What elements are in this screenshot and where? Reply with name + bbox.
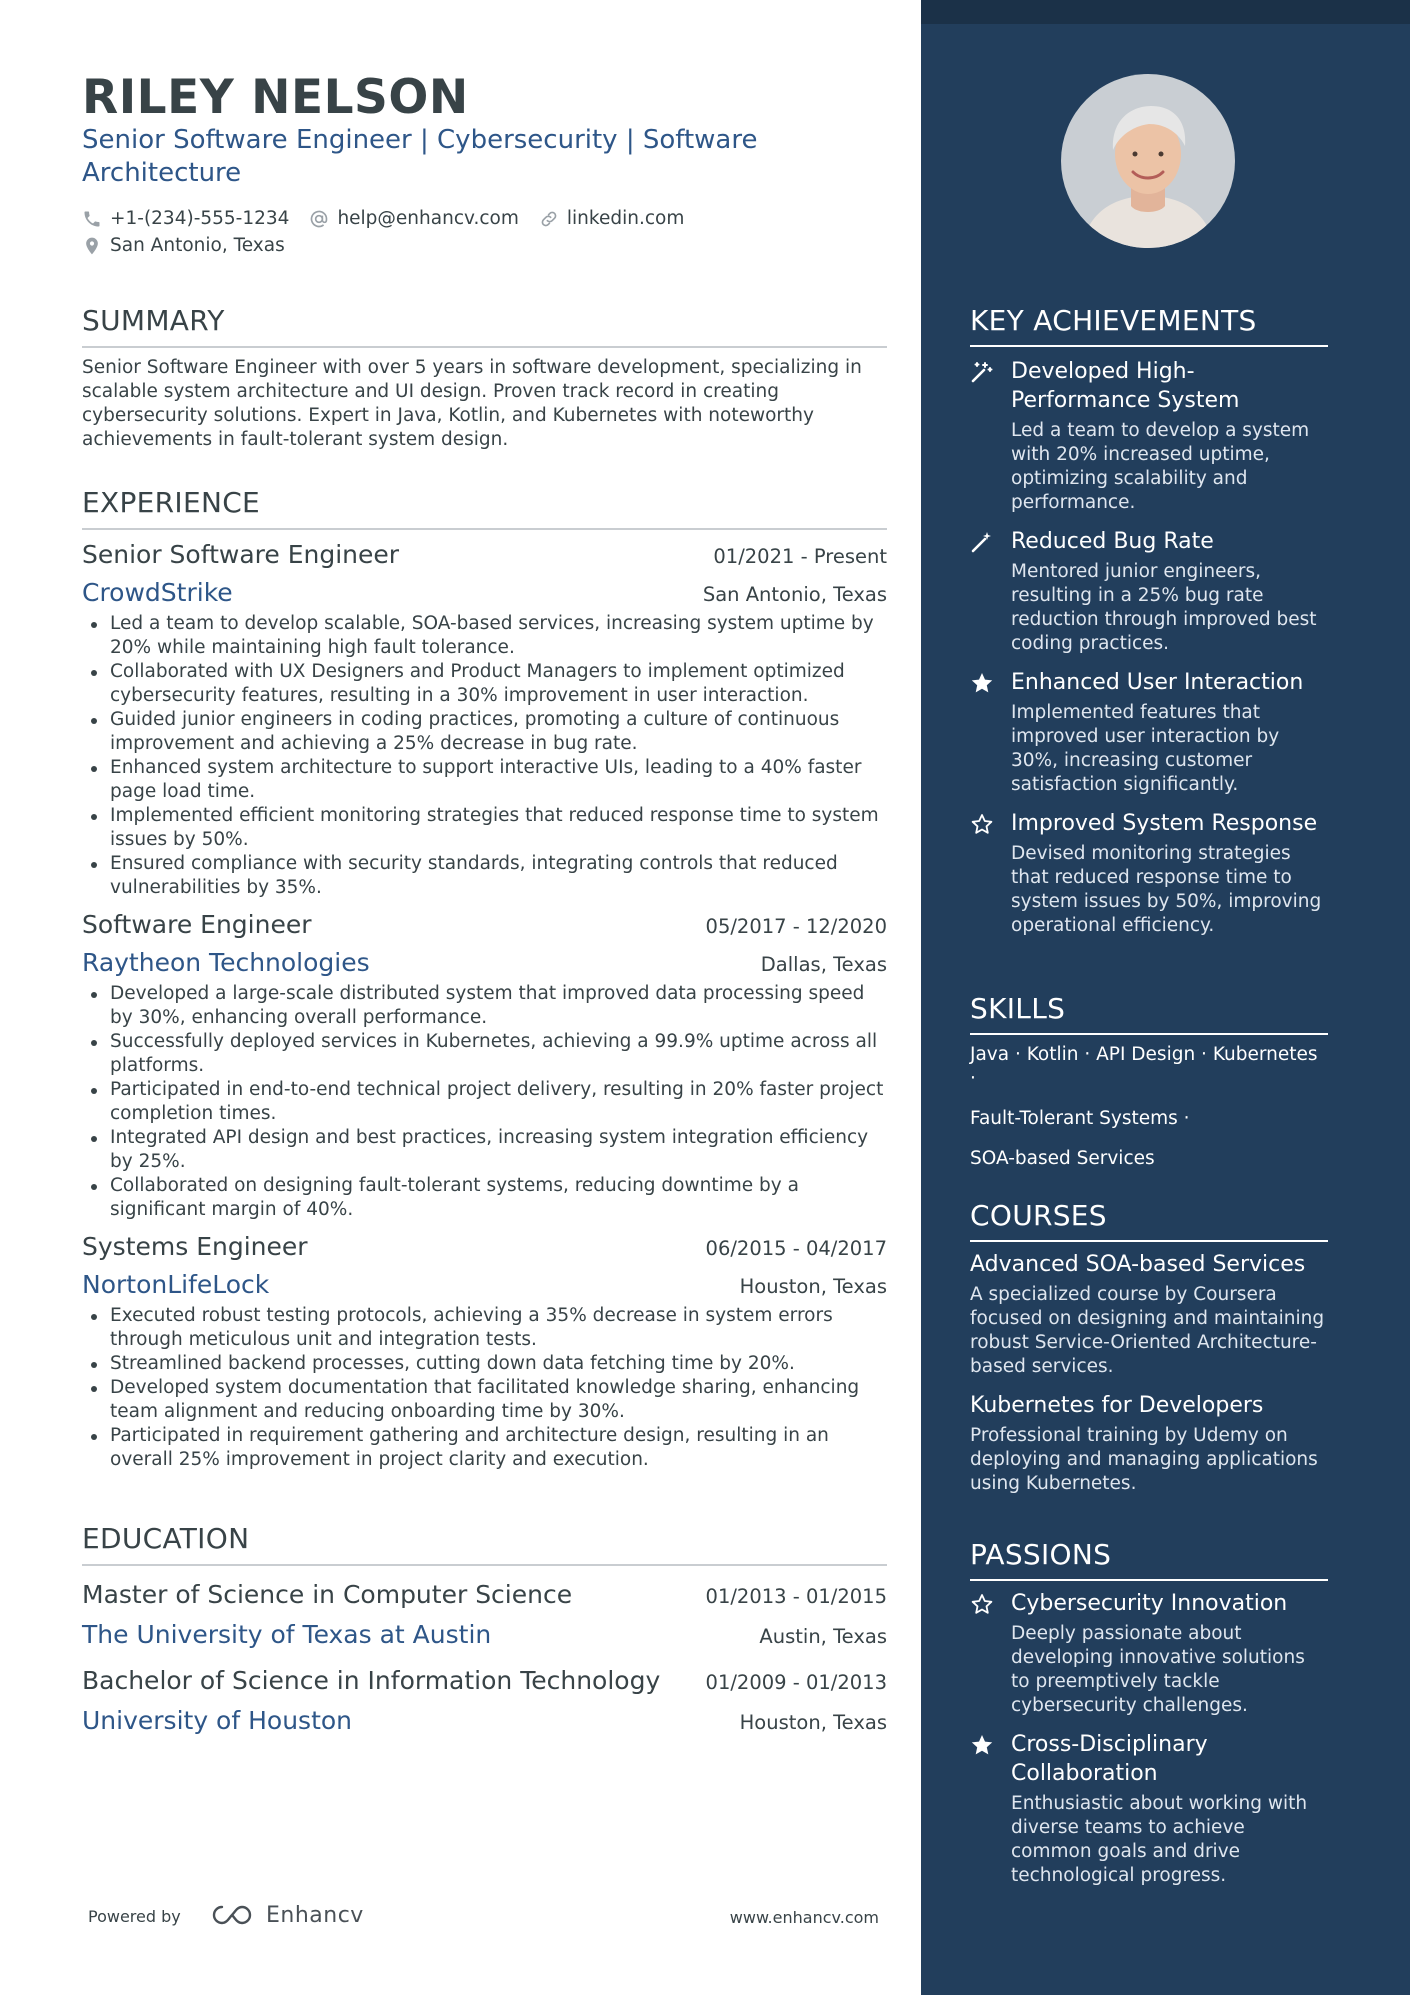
location-pin-icon [82, 236, 102, 256]
job-title: Systems Engineer [82, 1232, 308, 1261]
edu-degree: Master of Science in Computer Science [82, 1580, 573, 1609]
job-location: Dallas, Texas [760, 953, 887, 976]
bullet-item: Successfully deployed services in Kubernetes, achieving a 99.9% uptime across all platforms. [82, 1030, 887, 1078]
achievement-desc: Implemented features that improved user interaction by 30%, increasing customer satisfaction significantly. [1011, 702, 1280, 795]
passion-title: Cross-Disciplinary Collaboration [1011, 1732, 1208, 1786]
job-entry [82, 1230, 887, 1472]
job-company: Raytheon Technologies [82, 948, 370, 977]
job-dates: 06/2015 - 04/2017 [705, 1237, 887, 1260]
edu-dates: 01/2013 - 01/2015 [705, 1585, 887, 1608]
job-company: CrowdStrike [82, 578, 233, 607]
key-achievements-heading: KEY ACHIEVEMENTS [970, 304, 1328, 347]
edu-location: Austin, Texas [759, 1625, 887, 1648]
contact-phone[interactable] [82, 208, 289, 229]
achievement-title: Enhanced User Interaction [1011, 670, 1304, 695]
edu-degree: Bachelor of Science in Information Technology [82, 1666, 661, 1695]
magic-wand-icon [970, 360, 994, 384]
education-heading: EDUCATION [82, 1522, 887, 1566]
at-sign-icon [309, 209, 329, 229]
star-filled-icon [970, 1733, 994, 1757]
brand-name: Enhancv [266, 1902, 364, 1928]
skills-heading: SKILLS [970, 992, 1328, 1035]
achievement-desc: Led a team to develop a system with 20% increased uptime, optimizing scalability and performance. [1011, 420, 1310, 513]
bullet-item: Developed system documentation that facilitated knowledge sharing, enhancing team alignment and reducing onboarding time by 30%. [82, 1376, 887, 1424]
passion-item [970, 1730, 1328, 1888]
education-entry [82, 1578, 887, 1652]
footer-site-link[interactable]: www.enhancv.com [729, 1908, 879, 1927]
education-entry [82, 1664, 887, 1738]
contact-location [82, 235, 285, 256]
edu-location: Houston, Texas [739, 1711, 887, 1734]
bullet-item: Enhanced system architecture to support interactive UIs, leading to a 40% faster page load time. [82, 756, 887, 804]
job-location: San Antonio, Texas [702, 583, 887, 606]
achievement-item [970, 668, 1328, 797]
achievement-title: Improved System Response [1011, 811, 1318, 836]
powered-by-text: Powered by [88, 1907, 181, 1926]
skills-line: Fault-Tolerant Systems · [970, 1108, 1190, 1129]
edu-school: The University of Texas at Austin [82, 1620, 492, 1649]
profile-photo [1061, 74, 1235, 248]
courses-heading: COURSES [970, 1199, 1328, 1242]
achievement-title: Developed High-Performance System [1011, 359, 1240, 413]
passions-section [970, 1538, 1328, 1888]
bullet-item: Collaborated with UX Designers and Product Managers to implement optimized cybersecurity features, resulting in a 30% improvement in user interaction. [82, 660, 887, 708]
wand-sparkle-icon [970, 530, 994, 554]
passion-title: Cybersecurity Innovation [1011, 1591, 1288, 1616]
course-desc: A specialized course by Coursera focused on designing and maintaining robust Service-Oriented Architecture-based services. [970, 1284, 1325, 1377]
star-filled-icon [970, 671, 994, 695]
achievement-item [970, 357, 1328, 515]
achievement-item [970, 527, 1328, 656]
job-title: Software Engineer [82, 910, 312, 939]
achievement-title: Reduced Bug Rate [1011, 529, 1214, 554]
passions-heading: PASSIONS [970, 1538, 1328, 1581]
email-text: help@enhancv.com [337, 208, 519, 229]
bullet-item: Streamlined backend processes, cutting down data fetching time by 20%. [82, 1352, 887, 1376]
job-bullets [82, 612, 887, 900]
enhancv-logo-icon [208, 1902, 256, 1928]
course-item [970, 1391, 1328, 1496]
bullet-item: Participated in end-to-end technical project delivery, resulting in 20% faster project completion times. [82, 1078, 887, 1126]
sidebar [921, 0, 1410, 1995]
job-entry [82, 908, 887, 1222]
passion-desc: Deeply passionate about developing innovative solutions to preemptively tackle cybersecurity challenges. [1011, 1623, 1305, 1716]
passion-item [970, 1589, 1328, 1718]
job-entry [82, 538, 887, 900]
course-item [970, 1250, 1328, 1379]
course-title: Advanced SOA-based Services [970, 1252, 1306, 1277]
experience-section [82, 486, 887, 1472]
edu-school: University of Houston [82, 1706, 353, 1735]
location-text: San Antonio, Texas [110, 235, 285, 256]
sidebar-top-bar [921, 0, 1410, 24]
link-icon [539, 209, 559, 229]
edu-dates: 01/2009 - 01/2013 [705, 1671, 887, 1694]
skills-line: Java · Kotlin · API Design · Kubernetes · [970, 1044, 1318, 1089]
summary-section [82, 304, 887, 452]
job-bullets [82, 1304, 887, 1472]
website-text: linkedin.com [566, 208, 685, 229]
bullet-item: Developed a large-scale distributed system that improved data processing speed by 30%, enhancing overall performance. [82, 982, 887, 1030]
bullet-item: Ensured compliance with security standards, integrating controls that reduced vulnerabilities by 35%. [82, 852, 887, 900]
enhancv-logo[interactable] [208, 1902, 364, 1928]
contact-website[interactable] [539, 208, 684, 229]
skills-section [970, 992, 1328, 1171]
candidate-name: RILEY NELSON [82, 70, 469, 125]
achievement-desc: Mentored junior engineers, resulting in a 25% bug rate reduction through improved best coding practices. [1011, 561, 1317, 654]
bullet-item: Participated in requirement gathering and architecture design, resulting in an overall 25% improvement in project clarity and execution. [82, 1424, 887, 1472]
experience-heading: EXPERIENCE [82, 486, 887, 530]
skills-line: SOA-based Services [970, 1148, 1155, 1169]
course-desc: Professional training by Udemy on deploying and managing applications using Kubernetes. [970, 1425, 1318, 1494]
job-bullets [82, 982, 887, 1222]
job-dates: 01/2021 - Present [713, 545, 887, 568]
bullet-item: Implemented efficient monitoring strategies that reduced response time to system issues by 50%. [82, 804, 887, 852]
job-company: NortonLifeLock [82, 1270, 270, 1299]
passion-desc: Enthusiastic about working with diverse teams to achieve common goals and drive technological progress. [1011, 1793, 1308, 1886]
candidate-headline: Senior Software Engineer | Cybersecurity | Software Architecture [82, 125, 758, 188]
summary-heading: SUMMARY [82, 304, 887, 348]
achievement-desc: Devised monitoring strategies that reduced response time to system issues by 50%, improving operational efficiency. [1011, 843, 1322, 936]
contact-email[interactable] [309, 208, 518, 229]
course-title: Kubernetes for Developers [970, 1393, 1264, 1418]
job-location: Houston, Texas [739, 1275, 887, 1298]
job-dates: 05/2017 - 12/2020 [705, 915, 887, 938]
bullet-item: Executed robust testing protocols, achieving a 35% decrease in system errors through meticulous unit and integration tests. [82, 1304, 887, 1352]
bullet-item: Guided junior engineers in coding practices, promoting a culture of continuous improvement and achieving a 25% decrease in bug rate. [82, 708, 887, 756]
phone-text: +1-(234)-555-1234 [110, 208, 290, 229]
summary-text: Senior Software Engineer with over 5 years in software development, specializing in scalable system architecture and UI design. Proven track record in creating cybersecurity solutions. Expert in Java, Kotlin, and Kubernetes with noteworthy achievements in fault-tolerant system design. [82, 357, 862, 450]
avatar [1061, 74, 1235, 248]
star-outline-icon [970, 812, 994, 836]
contact-info [82, 205, 887, 259]
bullet-item: Collaborated on designing fault-tolerant systems, reducing downtime by a significant margin of 40%. [82, 1174, 887, 1222]
courses-section [970, 1199, 1328, 1496]
achievement-item [970, 809, 1328, 938]
phone-icon [82, 209, 102, 229]
star-outline-icon [970, 1592, 994, 1616]
footer [88, 1900, 879, 1936]
bullet-item: Led a team to develop scalable, SOA-based services, increasing system uptime by 20% while maintaining high fault tolerance. [82, 612, 887, 660]
job-title: Senior Software Engineer [82, 540, 400, 569]
bullet-item: Integrated API design and best practices, increasing system integration efficiency by 25%. [82, 1126, 887, 1174]
education-section [82, 1522, 887, 1738]
key-achievements-section [970, 304, 1328, 938]
